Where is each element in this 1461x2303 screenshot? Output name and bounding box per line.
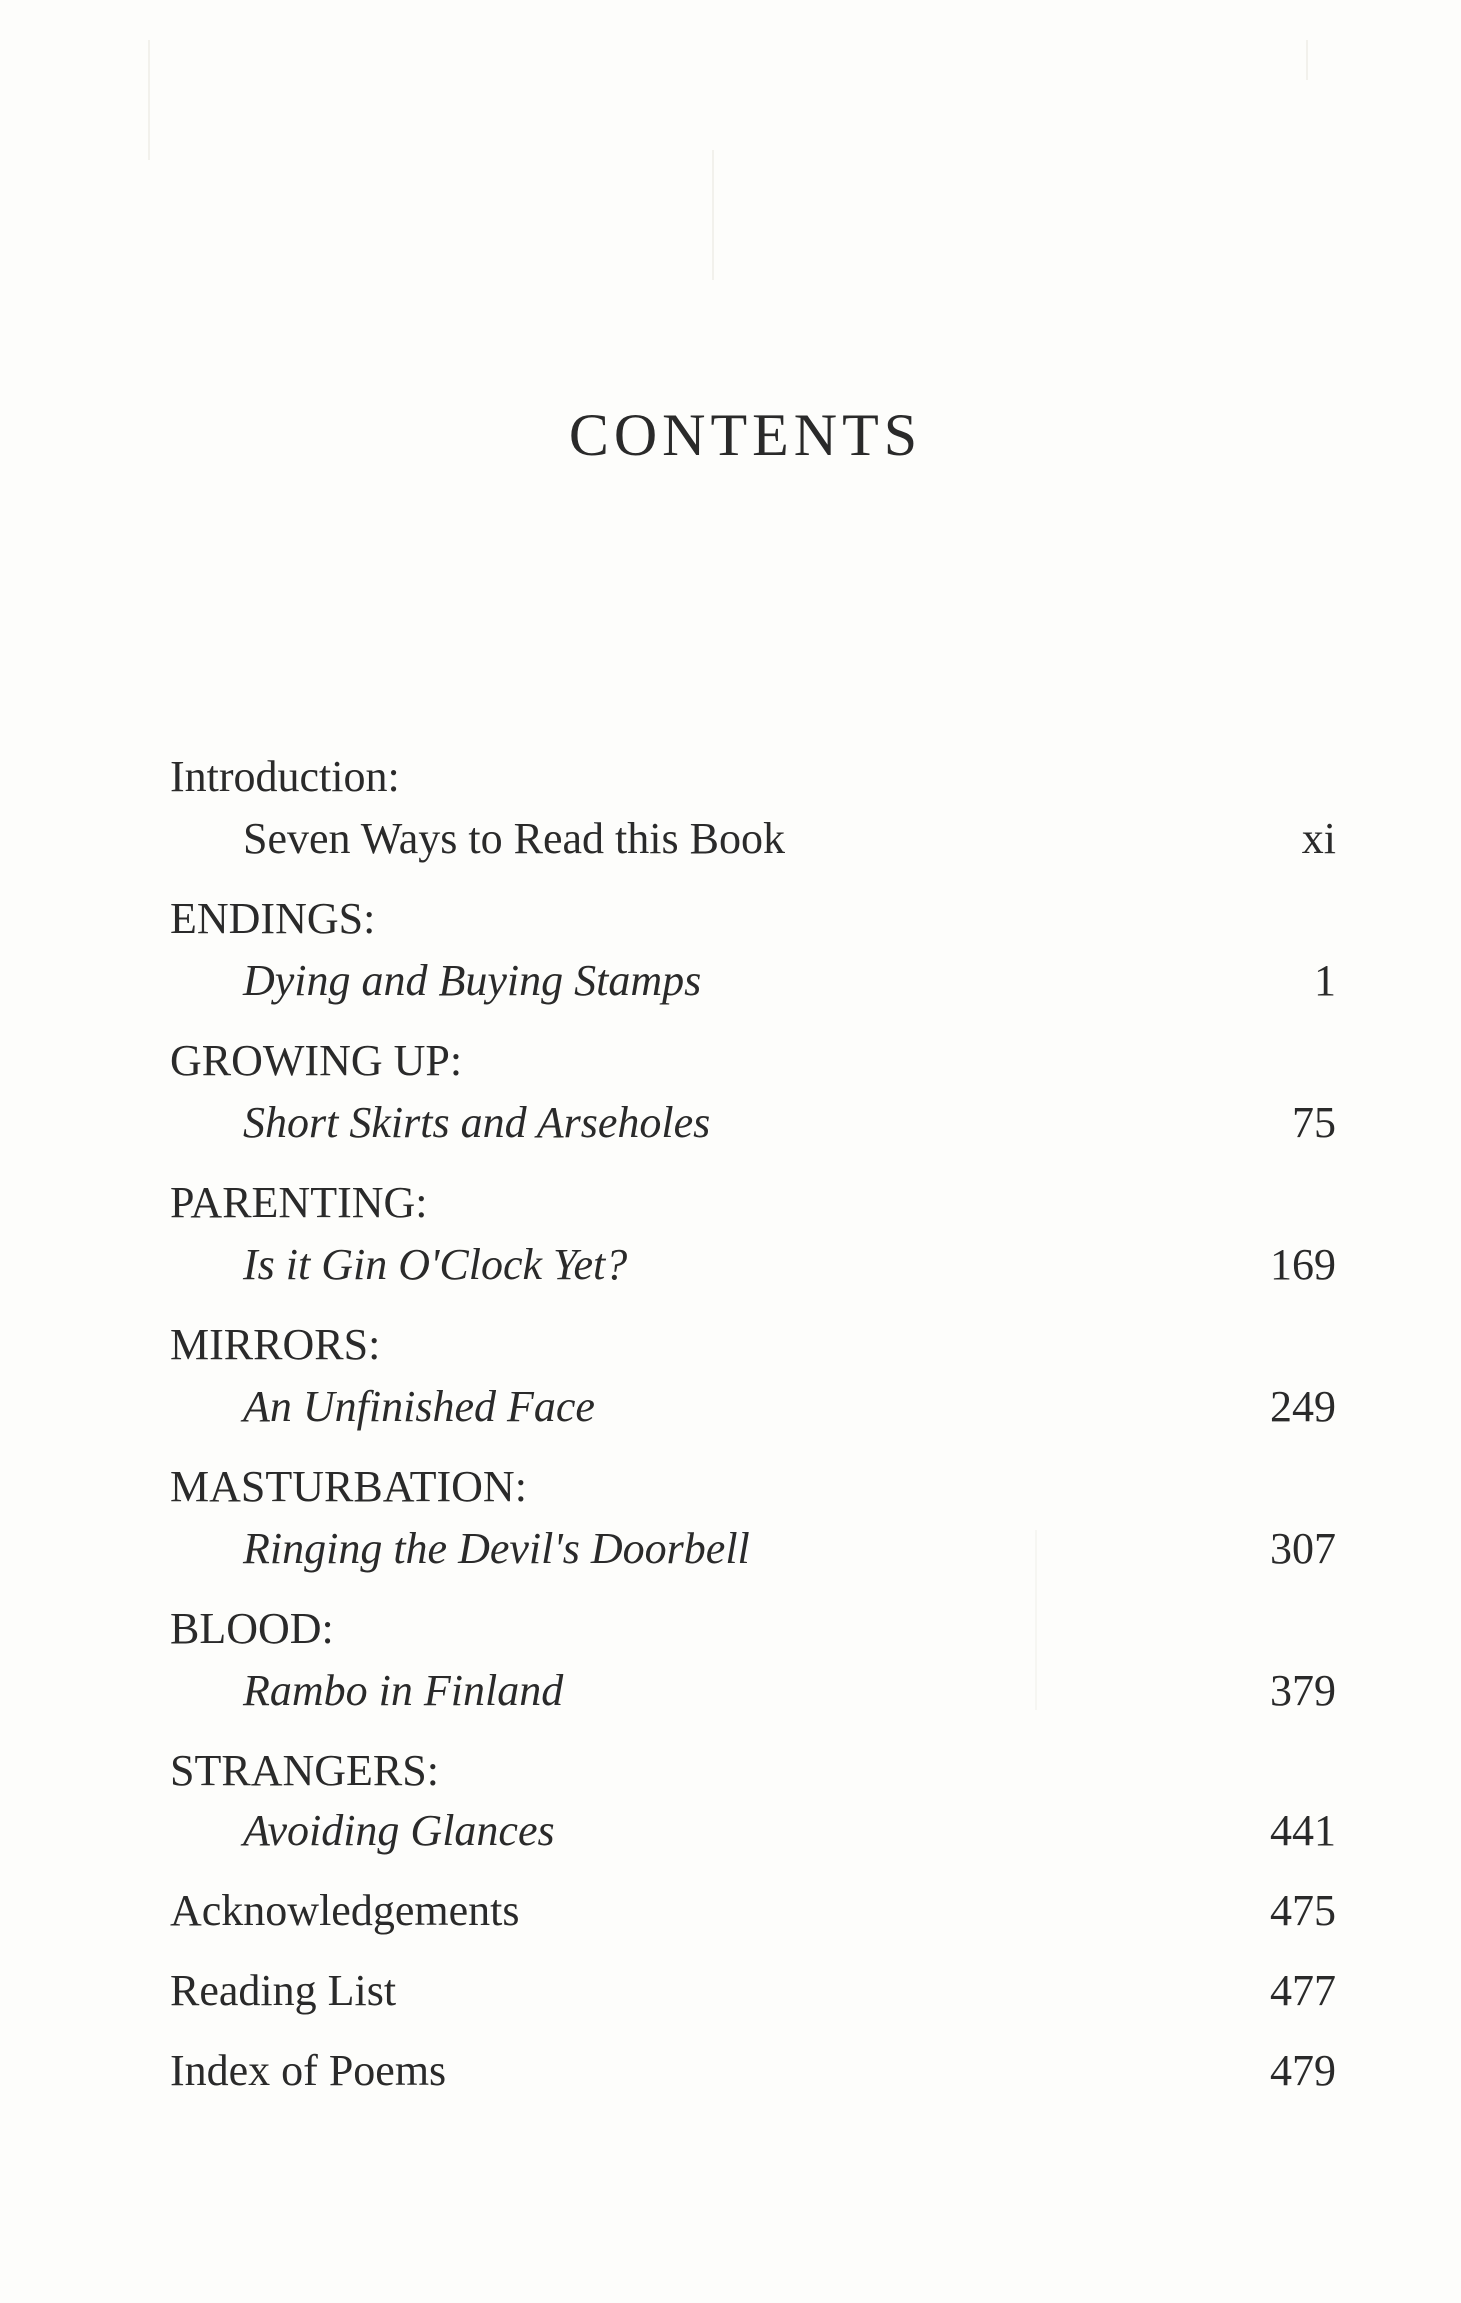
toc-entry-title: Dying and Buying Stamps [243, 956, 702, 1005]
toc-page-number: 249 [1270, 1382, 1336, 1431]
toc-page-number: 379 [1270, 1666, 1336, 1715]
toc-heading [170, 894, 1336, 944]
toc-page-number: 441 [1270, 1806, 1336, 1855]
toc-entry-reading-list[interactable] [170, 1966, 1336, 2016]
toc-heading-label: ENDINGS: [170, 894, 376, 943]
toc-entry-title: Short Skirts and Arseholes [243, 1098, 711, 1147]
toc-entry-index-of-poems[interactable] [170, 2046, 1336, 2096]
toc-heading-label: PARENTING: [170, 1178, 428, 1227]
toc-entry[interactable] [170, 1382, 1336, 1432]
toc-entry[interactable] [170, 1666, 1336, 1716]
toc-page-number: 475 [1270, 1886, 1336, 1935]
toc-heading [170, 1604, 1336, 1654]
toc-page-number: xi [1301, 814, 1336, 863]
toc-page-number: 1 [1314, 956, 1336, 1005]
scan-artifact [712, 150, 714, 280]
toc-heading [170, 1746, 1336, 1796]
toc-heading-label: MIRRORS: [170, 1320, 381, 1369]
page-title: CONTENTS [568, 402, 923, 468]
toc-page-number: 477 [1270, 1966, 1336, 2015]
toc-entry-title: Is it Gin O'Clock Yet? [243, 1240, 628, 1289]
toc-page-number: 169 [1270, 1240, 1336, 1289]
toc-page-number: 75 [1292, 1098, 1336, 1147]
toc-heading [170, 1178, 1336, 1228]
toc-heading [170, 1462, 1336, 1512]
toc-page-number: 479 [1270, 2046, 1336, 2095]
toc-heading-label: GROWING UP: [170, 1036, 463, 1085]
toc-entry-acknowledgements[interactable] [170, 1886, 1336, 1936]
toc-entry[interactable] [170, 1524, 1336, 1574]
toc-entry[interactable] [170, 956, 1336, 1006]
toc-entry-title: Reading List [170, 1966, 397, 2015]
toc-heading [170, 752, 1336, 802]
toc-entry[interactable] [170, 814, 1336, 864]
toc-heading-label: Introduction: [170, 752, 400, 801]
toc-heading-label: BLOOD: [170, 1604, 334, 1653]
toc-entry-title: An Unfinished Face [243, 1382, 595, 1431]
scan-artifact [148, 40, 150, 160]
toc-entry-title: Ringing the Devil's Doorbell [243, 1524, 750, 1573]
toc-entry-title: Seven Ways to Read this Book [243, 814, 785, 863]
toc-heading [170, 1036, 1336, 1086]
toc-entry-title: Rambo in Finland [243, 1666, 564, 1715]
toc-entry[interactable] [170, 1098, 1336, 1148]
toc-heading-label: MASTURBATION: [170, 1462, 527, 1511]
toc-page-number: 307 [1270, 1524, 1336, 1573]
toc-entry-title: Acknowledgements [170, 1886, 520, 1935]
toc-entry[interactable] [170, 1240, 1336, 1290]
toc-heading [170, 1320, 1336, 1370]
toc-entry-title: Avoiding Glances [243, 1806, 555, 1855]
toc-heading-label: STRANGERS: [170, 1746, 439, 1795]
scan-artifact [1306, 40, 1308, 80]
toc-entry-title: Index of Poems [170, 2046, 447, 2095]
toc-entry[interactable] [170, 1806, 1336, 1856]
